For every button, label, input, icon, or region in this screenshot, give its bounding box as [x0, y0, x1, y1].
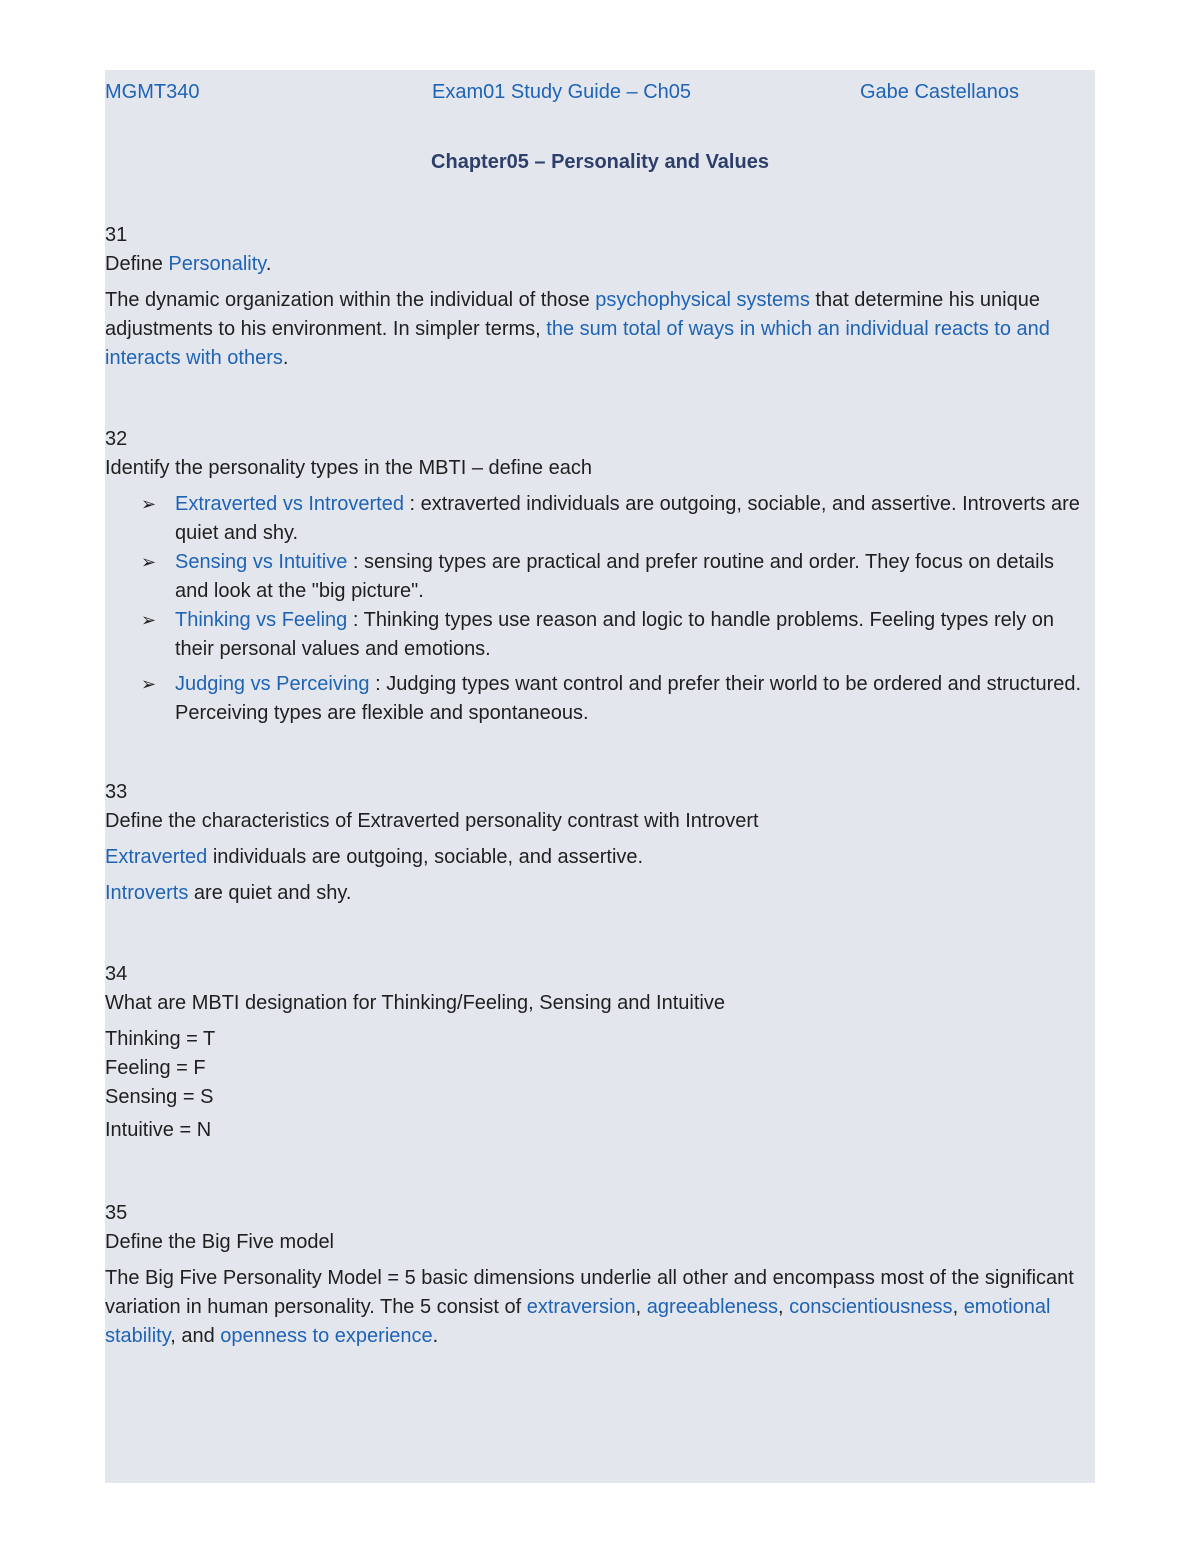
- question-number: 33: [105, 781, 128, 803]
- list-item: [105, 548, 1090, 606]
- answer-line: [105, 879, 1090, 908]
- answer-text-part: are quiet and shy.: [188, 882, 352, 904]
- answer-text-part: The dynamic organization within the individual of those: [105, 289, 596, 311]
- question-text-part: Define: [105, 253, 169, 275]
- answer-term: openness to experience: [220, 1325, 433, 1347]
- answer-text-part: that determine his unique adjustments to his environment. In simpler terms,: [105, 289, 1040, 340]
- question-number: 31: [105, 224, 128, 246]
- list-item-text: : sensing types are practical and prefer routine and order. They focus on details and look at the "big picture".: [175, 551, 1055, 602]
- answer-line: Sensing = S: [105, 1086, 214, 1108]
- question-text: [105, 250, 1090, 279]
- answer-text: [105, 286, 1090, 373]
- answer-term: Introverts: [105, 882, 189, 904]
- list-item-text: : Thinking types use reason and logic to handle problems. Feeling types rely on their personal values and emotions.: [175, 609, 1055, 660]
- question-33: [105, 778, 1090, 908]
- list-item: [105, 670, 1090, 728]
- answer-text-part: , and: [170, 1325, 221, 1347]
- answer-term: the sum total of ways in which an individual reacts to and interacts with others: [105, 318, 1050, 369]
- answer-text-part: The Big Five Personality Model = 5 basic dimensions underlie all other and encompass most of the significant variation in human personality. The 5 consist of: [105, 1267, 1074, 1318]
- answer-text: [105, 1264, 1090, 1351]
- list-item-text: : extraverted individuals are outgoing, sociable, and assertive. Introverts are quiet and shy.: [175, 493, 1080, 544]
- question-31: [105, 221, 1090, 373]
- question-text: Define the Big Five model: [105, 1231, 335, 1253]
- arrowhead-bullet-icon: ➢: [141, 552, 157, 572]
- answer-text-part: .: [282, 347, 289, 369]
- question-text: Identify the personality types in the MBTI – define each: [105, 457, 592, 479]
- list-item-text: : Judging types want control and prefer their world to be ordered and structured. Perceiving types are flexible and spontaneous.: [175, 673, 1082, 724]
- arrowhead-bullet-icon: ➢: [141, 674, 157, 694]
- answer-text-part: ,: [952, 1296, 964, 1318]
- answer-text-part: ,: [778, 1296, 790, 1318]
- list-item-term: Extraverted vs Introverted: [175, 493, 404, 515]
- header-course: MGMT340: [105, 81, 200, 103]
- arrowhead-bullet-icon: ➢: [141, 494, 157, 514]
- question-text-part: .: [265, 253, 272, 275]
- question-35: [105, 1199, 1090, 1351]
- header-author: Gabe Castellanos: [860, 81, 1019, 103]
- header-title: Exam01 Study Guide – Ch05: [432, 81, 692, 103]
- answer-term: emotional stability: [105, 1296, 1051, 1347]
- answer-term: agreeableness: [646, 1296, 778, 1318]
- mbti-list: [105, 490, 1090, 728]
- question-number: 34: [105, 963, 128, 985]
- answer-line: Thinking = T: [105, 1028, 216, 1050]
- answer-line: Feeling = F: [105, 1057, 206, 1079]
- answer-line: [105, 843, 1090, 872]
- answer-term: extraversion: [526, 1296, 636, 1318]
- question-term: Personality: [168, 253, 266, 275]
- list-item-term: Thinking vs Feeling: [175, 609, 348, 631]
- answer-term: conscientiousness: [789, 1296, 953, 1318]
- question-34: [105, 960, 1090, 1145]
- list-item: [105, 606, 1090, 664]
- list-item-term: Sensing vs Intuitive: [175, 551, 348, 573]
- question-text: Define the characteristics of Extraverted personality contrast with Introvert: [105, 810, 759, 832]
- answer-text-part: individuals are outgoing, sociable, and assertive.: [207, 846, 644, 868]
- answer-term: Extraverted: [105, 846, 208, 868]
- list-item-term: Judging vs Perceiving: [175, 673, 370, 695]
- answer-line: Intuitive = N: [105, 1119, 212, 1141]
- question-number: 32: [105, 428, 128, 450]
- arrowhead-bullet-icon: ➢: [141, 610, 157, 630]
- question-text: What are MBTI designation for Thinking/Feeling, Sensing and Intuitive: [105, 992, 725, 1014]
- question-number: 35: [105, 1202, 128, 1224]
- answer-text-part: .: [432, 1325, 439, 1347]
- answer-text-part: ,: [635, 1296, 647, 1318]
- question-32: [105, 425, 1090, 728]
- list-item: [105, 490, 1090, 548]
- chapter-title: Chapter05 – Personality and Values: [431, 151, 769, 173]
- answer-term: psychophysical systems: [595, 289, 810, 311]
